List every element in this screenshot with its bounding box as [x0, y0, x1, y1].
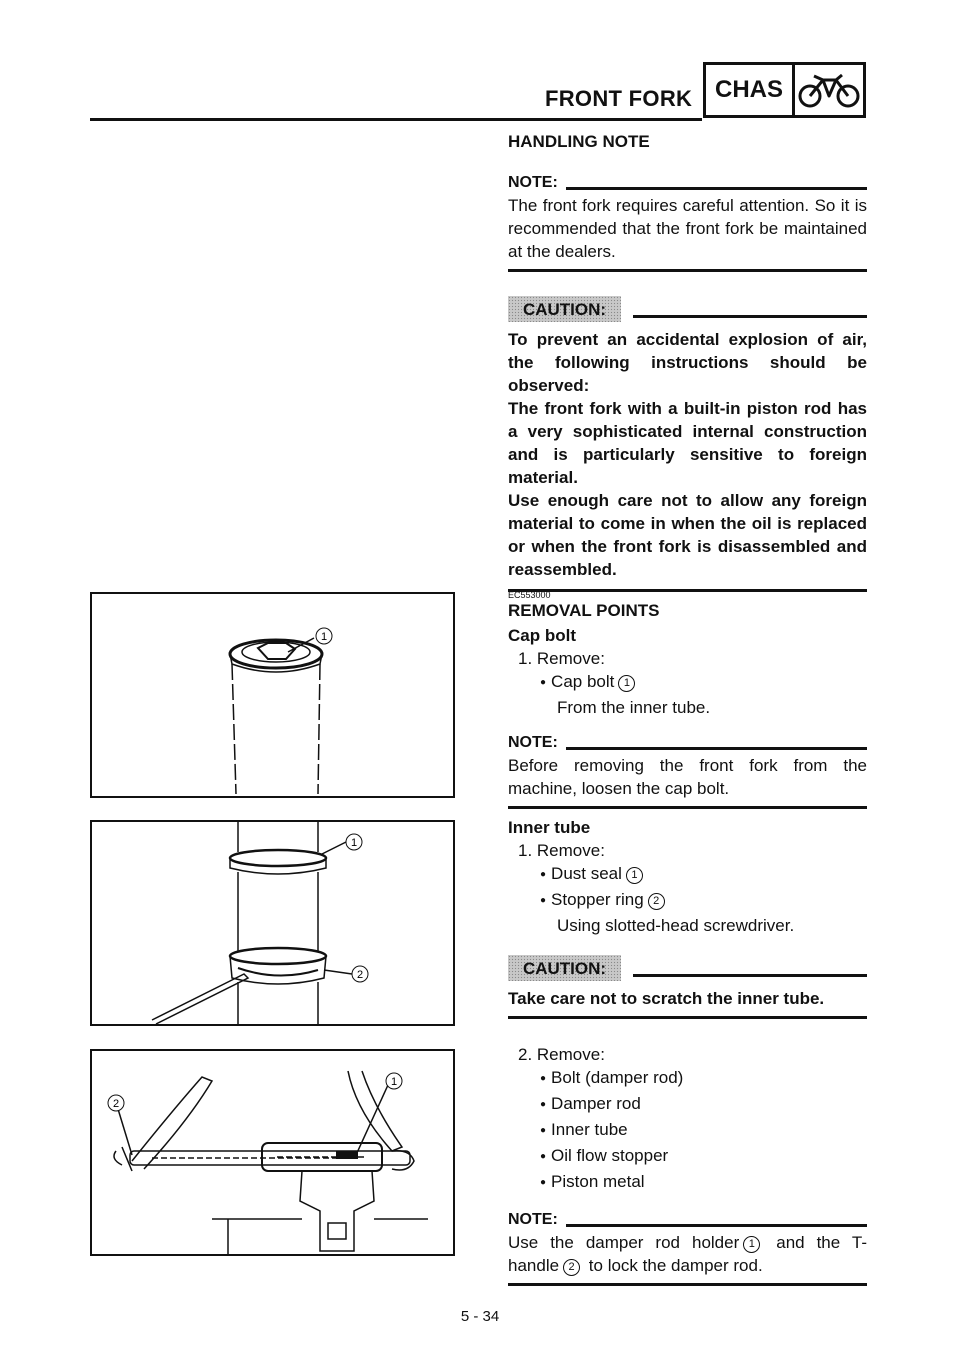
- removal-points-title: REMOVAL POINTS: [508, 601, 660, 620]
- figure-callout: 1: [320, 631, 328, 643]
- figure-callout: 1: [350, 837, 358, 849]
- figure-callout: 2: [356, 969, 364, 981]
- caution-rule: [508, 1016, 867, 1019]
- caution-header: [508, 296, 867, 322]
- inner-tube-step: 1. Remove:: [518, 841, 605, 860]
- note-header: [508, 731, 867, 754]
- cap-bolt-item: ● Cap bolt 1: [508, 670, 867, 696]
- inner-tube-caution-text: Take care not to scratch the inner tube.: [508, 989, 825, 1008]
- note-label: NOTE:: [508, 1211, 558, 1228]
- figure-inner-tube: [90, 820, 455, 1026]
- section-code: CHAS: [706, 65, 795, 115]
- callout-ref: 2: [563, 1259, 580, 1276]
- note-label: NOTE:: [508, 734, 558, 751]
- note-header: [508, 1208, 867, 1231]
- caution-header: [508, 955, 867, 981]
- header-rule: [90, 118, 702, 121]
- cap-bolt-heading: Cap bolt: [508, 626, 576, 645]
- figure-damper-rod: [90, 1049, 455, 1256]
- step2-note-text: Use the damper rod holder 1 and the T-handle 2 to lock the damper rod.: [508, 1233, 867, 1275]
- caution-badge: CAUTION:: [508, 955, 621, 981]
- step2-item: ● Piston metal: [508, 1170, 867, 1196]
- section-code-ref: EC553000: [508, 590, 551, 600]
- note-rule: [508, 806, 867, 809]
- section-badge: [703, 62, 866, 118]
- figure-callout: 1: [390, 1076, 398, 1088]
- inner-tube-heading: Inner tube: [508, 818, 591, 837]
- callout-ref: 1: [743, 1236, 760, 1253]
- step2-item: ● Bolt (damper rod): [508, 1066, 867, 1092]
- cap-bolt-step: 1. Remove:: [518, 649, 605, 668]
- callout-ref: 1: [626, 867, 643, 884]
- figure-callout: 2: [112, 1098, 120, 1110]
- page-number: 5 - 34: [460, 1308, 500, 1325]
- caution-badge: CAUTION:: [508, 296, 621, 322]
- note-text: The front fork requires careful attention. So it is recommended that the front fork be maintained at the dealers.: [508, 196, 867, 261]
- inner-tube-item: ● Dust seal 1: [508, 862, 867, 888]
- callout-ref: 2: [648, 893, 665, 910]
- motorcycle-icon: [795, 65, 863, 115]
- cap-bolt-note-text: Before removing the front fork from the machine, loosen the cap bolt.: [508, 756, 867, 798]
- callout-ref: 1: [618, 675, 635, 692]
- handling-note-section: [508, 130, 867, 592]
- step2-section: [508, 1043, 867, 1286]
- page-title: FRONT FORK: [545, 86, 693, 111]
- cap-bolt-detail: From the inner tube.: [557, 698, 711, 717]
- caution-para-2: The front fork with a built-in piston rod has a very sophisticated internal construction and is particularly sensitive to foreign material.: [508, 399, 867, 487]
- note-rule: [508, 269, 867, 272]
- handling-note-title: HANDLING NOTE: [508, 132, 650, 151]
- note-rule: [508, 1283, 867, 1286]
- note-header: [508, 171, 867, 194]
- inner-tube-section: [508, 816, 867, 1019]
- step2-item: ● Oil flow stopper: [508, 1144, 867, 1170]
- caution-para-3: Use enough care not to allow any foreign material to come in when the oil is replaced or when the front fork is disassembled and reassembled.: [508, 491, 867, 579]
- step2-item: ● Inner tube: [508, 1118, 867, 1144]
- step2-step: 2. Remove:: [518, 1045, 605, 1064]
- inner-tube-detail: Using slotted-head screwdriver.: [557, 916, 795, 935]
- caution-para-1: To prevent an accidental explosion of air, the following instructions should be observed:: [508, 330, 867, 395]
- step2-item: ● Damper rod: [508, 1092, 867, 1118]
- removal-points-section: [508, 590, 867, 809]
- note-label: NOTE:: [508, 174, 558, 191]
- inner-tube-item: ● Stopper ring 2: [508, 888, 867, 914]
- figure-cap-bolt: [90, 592, 455, 798]
